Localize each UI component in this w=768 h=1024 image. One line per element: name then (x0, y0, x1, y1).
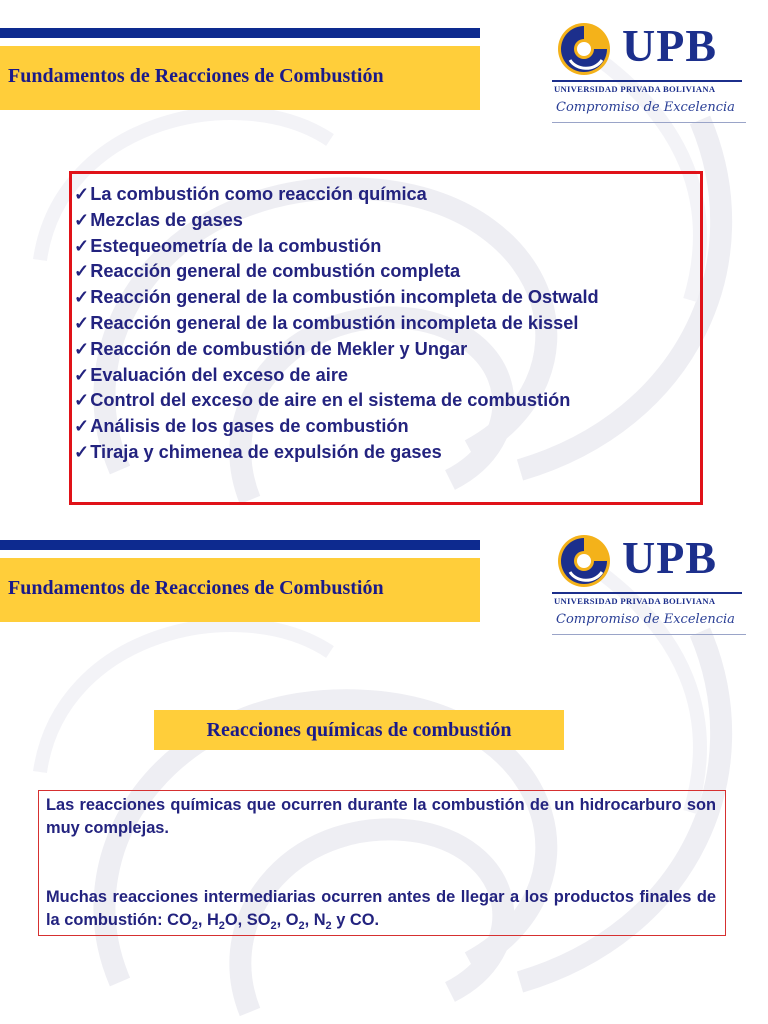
logo-tagline-rule (552, 122, 746, 123)
formula-so2: $SO_2$ (246, 911, 277, 932)
paragraph-1: Las reacciones químicas que ocurren durante la combustión de un hidrocarburo son muy complejas. (46, 796, 716, 837)
checkmark-icon: ✓ (74, 209, 90, 230)
logo-tagline: Compromiso de Excelencia (556, 612, 735, 627)
header-accent-bar (0, 540, 480, 550)
upb-emblem-icon (554, 532, 614, 590)
formula-co2: $CO_2$ (167, 911, 198, 932)
formula-h2o: $H_2O$ (206, 911, 238, 932)
logo-brand-text: UPB (622, 532, 717, 583)
logo-university-name: UNIVERSIDAD PRIVADA BOLIVIANA (554, 84, 716, 94)
slide-2 (0, 512, 768, 1024)
checkmark-icon: ✓ (74, 287, 90, 308)
list-item: ✓Reacción general de la combustión incompleta de Ostwald (74, 287, 599, 308)
upb-logo (548, 524, 748, 642)
checkmark-icon: ✓ (74, 261, 90, 282)
upb-emblem-icon (554, 20, 614, 78)
list-item: ✓Reacción general de la combustión incompleta de kissel (74, 312, 579, 333)
slide-title: Fundamentos de Reacciones de Combustión (8, 65, 384, 87)
section-subtitle: Reacciones químicas de combustión (206, 719, 512, 741)
formula-n2: $N_2$ (313, 911, 332, 932)
logo-divider (552, 592, 742, 594)
subtitle-band (154, 710, 564, 750)
list-item: ✓Mezclas de gases (74, 209, 243, 230)
logo-university-name: UNIVERSIDAD PRIVADA BOLIVIANA (554, 596, 716, 606)
logo-brand-text: UPB (622, 20, 717, 71)
logo-tagline-rule (552, 634, 746, 635)
checkmark-icon: ✓ (74, 416, 90, 437)
slide-title: Fundamentos de Reacciones de Combustión (8, 577, 384, 599)
list-item: ✓Reacción general de combustión completa (74, 261, 461, 282)
topics-list (74, 182, 599, 466)
list-item: ✓La combustión como reacción química (74, 184, 427, 204)
checkmark-icon: ✓ (74, 441, 90, 462)
list-item: ✓Análisis de los gases de combustión (74, 416, 409, 437)
logo-tagline: Compromiso de Excelencia (556, 100, 735, 115)
checkmark-icon: ✓ (74, 235, 90, 256)
checkmark-icon: ✓ (74, 338, 90, 359)
checkmark-icon: ✓ (74, 390, 90, 411)
list-item: ✓Tiraja y chimenea de expulsión de gases (74, 441, 442, 462)
logo-divider (552, 80, 742, 82)
checkmark-icon: ✓ (74, 184, 90, 204)
checkmark-icon: ✓ (74, 312, 90, 333)
header-accent-bar (0, 28, 480, 38)
list-item: ✓Estequeometría de la combustión (74, 235, 382, 256)
list-item: ✓Reacción de combustión de Mekler y Ungar (74, 338, 468, 359)
upb-logo (548, 12, 748, 130)
checkmark-icon: ✓ (74, 364, 90, 385)
list-item: ✓Control del exceso de aire en el sistema de combustión (74, 390, 571, 411)
formula-o2: $O_2$ (285, 911, 305, 932)
paragraph-2: Muchas reacciones intermediarias ocurren antes de llegar a los productos finales de la combustión: $CO_2$, $H_2O$, $SO_2$, $O_2$, $N_2$ y CO. (46, 888, 716, 932)
list-item: ✓Evaluación del exceso de aire (74, 364, 349, 385)
